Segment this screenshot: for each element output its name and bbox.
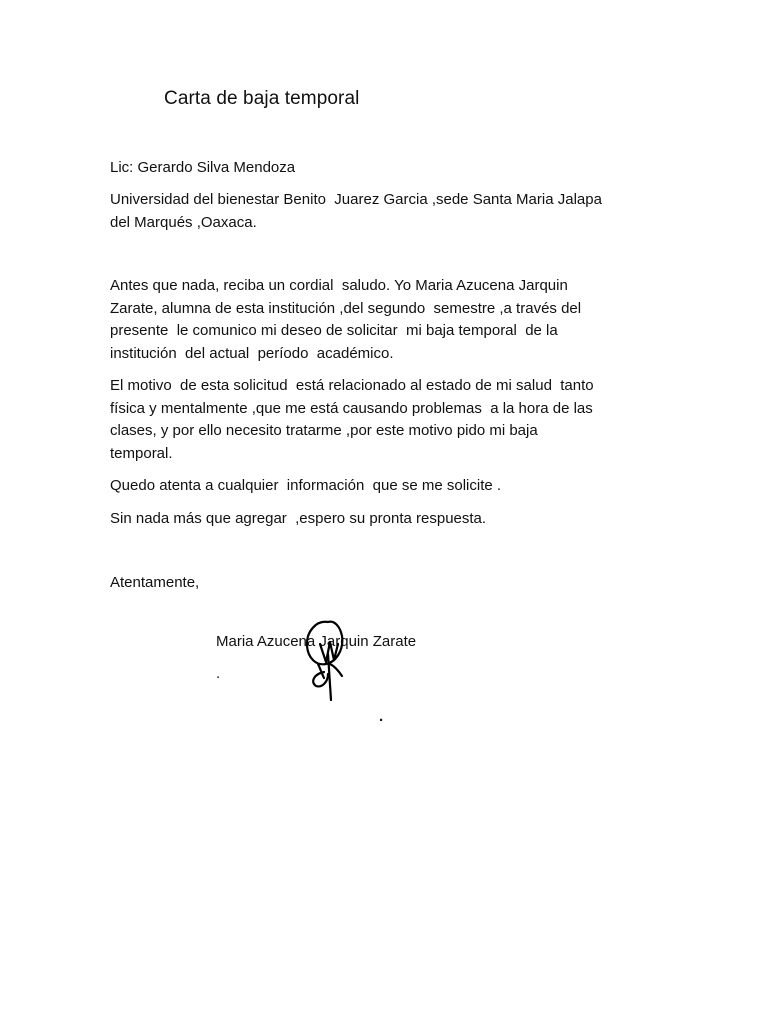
signature-lower-loop-stroke [313,672,328,686]
closing-salutation: Atentamente, [110,574,200,591]
institution-line: Universidad del bienestar Benito Juarez Garcia ,sede Santa Maria Jalapa del Marqués ,Oaxaca. [110,191,602,231]
addressee-line: Lic: Gerardo Silva Mendoza [110,159,296,176]
paragraph-request: Antes que nada, reciba un cordial saludo. Yo Maria Azucena Jarquin Zarate, alumna de esta institución ,del segundo semestre ,a través del presente le comunico mi deseo de solicitar mi baja temporal de la institución del actual período académico. [110,277,582,362]
signature-cross-stroke [330,664,342,676]
paragraph-closing-remark: Sin nada más que agregar ,espero su pronta respuesta. [110,510,487,527]
period-mark: . [216,665,221,682]
signer-name: Maria Azucena Jarquin Zarate [216,633,417,650]
period-mark-secondary: . [379,708,384,725]
letter-title: Carta de baja temporal [164,88,360,109]
signature-tick-stroke [318,664,324,678]
paragraph-availability: Quedo atenta a cualquier información que se me solicite . [110,477,502,494]
handwritten-signature [300,614,350,706]
paragraph-reason: El motivo de esta solicitud está relacionado al estado de mi salud tanto física y mentalmente ,que me está causando problemas a la hora de las clases, y por ello necesito tratarme ,por este motivo pido mi baja temporal. [110,377,594,462]
